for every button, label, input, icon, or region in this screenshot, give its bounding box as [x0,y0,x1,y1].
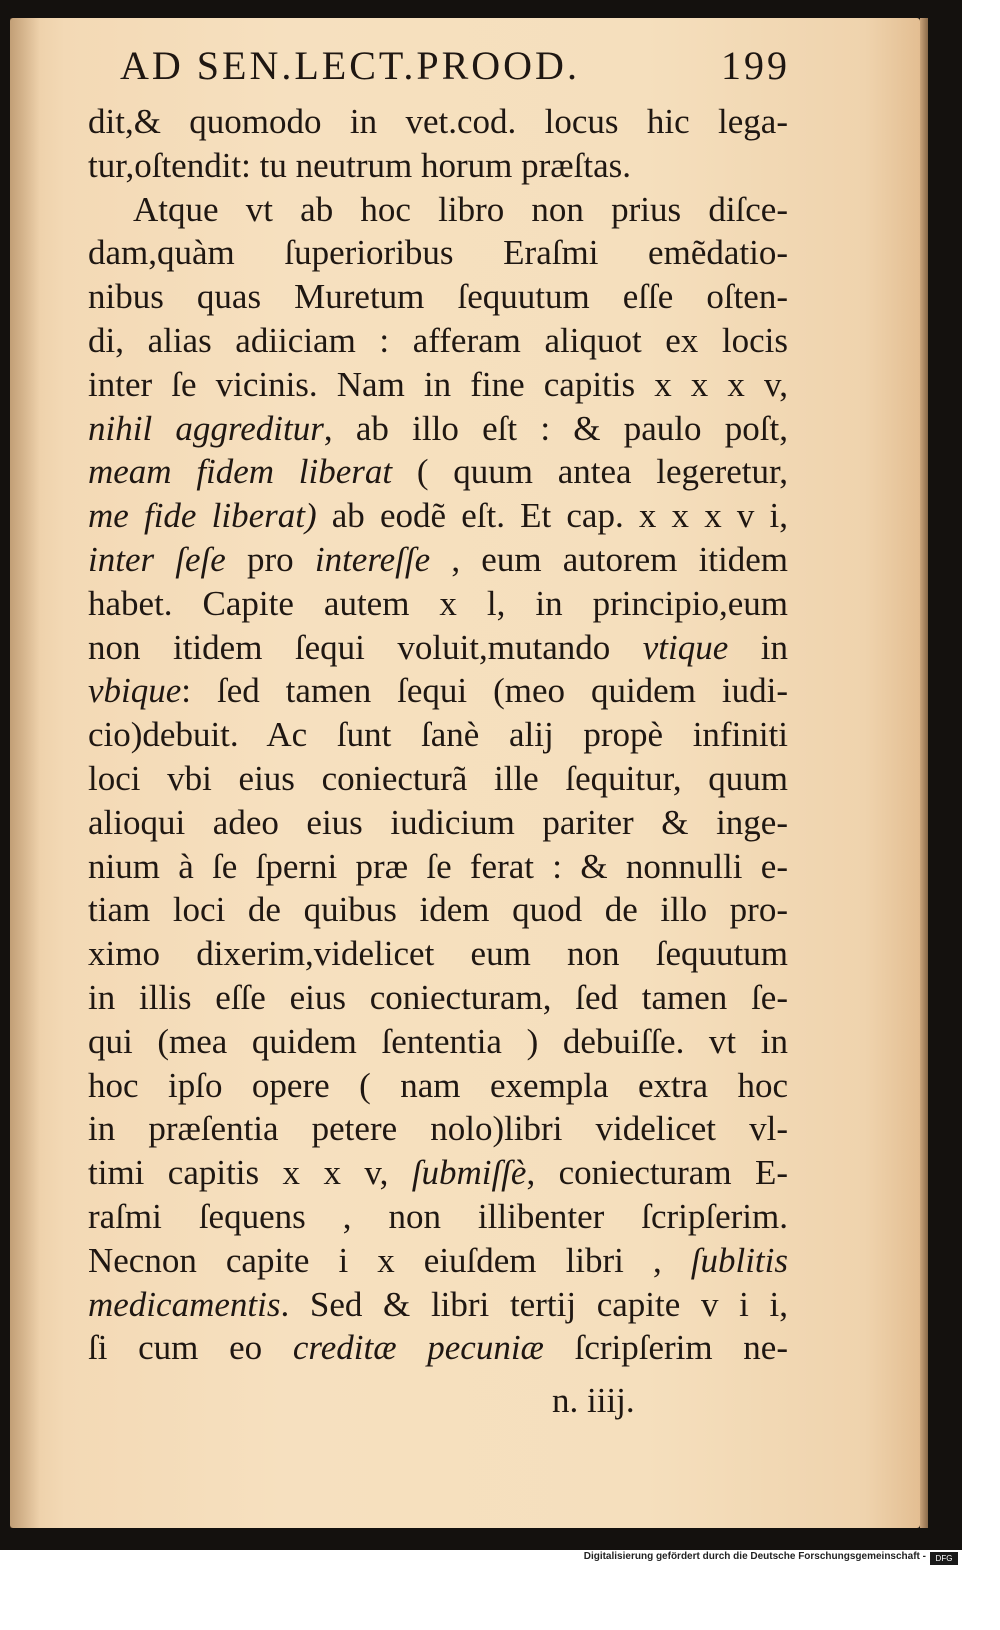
text-line [88,450,788,494]
text-line [88,1239,788,1283]
text-segment: di, alias adiiciam : afferam aliquot ex locis [88,320,788,360]
text-line [88,976,788,1020]
text-segment: tiam loci de quibus idem quod de illo pro- [88,890,788,930]
text-segment: , ab illo eſt : & paulo poſt, [323,408,788,448]
text-segment: Atque vt ab hoc libro non prius diſce- [133,189,788,229]
text-segment: nium à ſe ſperni præ ſe ferat : & nonnulli e- [88,846,788,886]
text-line [88,538,788,582]
dfg-logo: DFG [930,1552,958,1565]
text-segment: , coniecturam E- [526,1153,788,1193]
text-line [88,626,788,670]
funding-credit: Digitalisierung gefördert durch die Deutsche Forschungsgemeinschaft - [583,1551,926,1562]
italic-text-segment: inter ſeſe [88,539,226,579]
text-segment: dit,& quomodo in vet.cod. locus hic lega- [88,102,788,141]
text-segment: inter ſe vicinis. Nam in fine capitis x x x v, [88,364,788,404]
text-segment: ſcripſerim ne- [543,1328,788,1368]
text-segment: in illis eſſe eius coniecturam, ſed tamen ſe- [88,977,788,1017]
text-line [88,1326,788,1370]
signature-mark: n. iiij. [552,1381,635,1420]
text-line [88,757,788,801]
text-line [88,801,788,845]
body-text [88,100,788,1370]
italic-text-segment: vbique [88,671,182,711]
text-segment: hoc ipſo opere ( nam exempla extra hoc [88,1065,788,1105]
page-header [120,42,790,94]
text-segment: nibus quas Muretum ſequutum eſſe oſten- [88,277,788,317]
text-line [88,1283,788,1327]
text-segment: habet. Capite autem x l, in principio,eum [88,583,788,623]
italic-text-segment: ſublitis [690,1240,788,1280]
text-segment: . Sed & libri tertij capite v i i, [280,1284,788,1324]
text-line [88,888,788,932]
text-line [88,144,788,188]
text-line [88,363,788,407]
text-segment: in [728,627,788,667]
text-line [88,1020,788,1064]
text-segment: tur,oſtendit: tu neutrum horum præſtas. [88,145,631,185]
italic-text-segment: vtique [642,627,729,667]
text-segment: ximo dixerim,videlicet eum non ſequutum [88,934,788,974]
italic-text-segment: meam fidem liberat [88,452,393,492]
text-line [88,275,788,319]
text-line [88,1195,788,1239]
text-line [88,407,788,451]
text-segment: alioqui adeo eius iudicium pariter & inge- [88,802,788,842]
page-number: 199 [721,43,790,88]
text-line [88,932,788,976]
text-segment: ſi cum eo [88,1328,293,1368]
footer-bar [0,1550,962,1568]
text-line [88,231,788,275]
text-line [88,713,788,757]
text-segment: qui (mea quidem ſententia ) debuiſſe. vt in [88,1021,788,1061]
running-head: AD SEN.LECT.PROOD. [120,43,580,88]
text-line [88,188,788,232]
text-segment: in præſentia petere nolo)libri videlicet vl- [88,1109,788,1149]
italic-text-segment: creditæ pecuniæ [292,1328,544,1368]
text-line [88,319,788,363]
text-segment: dam,quàm ſuperioribus Eraſmi emẽdatio- [88,233,788,273]
text-segment: , eum autorem itidem [430,539,789,579]
text-segment: timi capitis x x v, [88,1153,412,1193]
text-segment: Necnon capite i x eiuſdem libri , [88,1240,691,1280]
text-segment: raſmi ſequens , non illibenter ſcripſerim. [88,1196,788,1236]
italic-text-segment: me fide liberat) [88,496,317,536]
text-line [88,1151,788,1195]
text-segment: cio)debuit. Ac ſunt ſanè alij propè infiniti [88,715,788,755]
text-line [88,1064,788,1108]
text-line [88,1107,788,1151]
text-segment: ( quum antea legeretur, [392,452,788,492]
text-line [88,100,788,144]
italic-text-segment: intereſſe [314,539,431,579]
page-edge [920,18,928,1528]
italic-text-segment: ſubmiſſè [411,1153,527,1193]
italic-text-segment: medicamentis [88,1284,281,1324]
text-line [88,494,788,538]
text-line [88,582,788,626]
text-line [88,669,788,713]
text-segment: loci vbi eius coniecturã ille ſequitur, quum [88,758,788,798]
text-line [88,845,788,889]
italic-text-segment: nihil aggreditur [88,408,324,448]
text-segment: : ſed tamen ſequi (meo quidem iudi- [181,671,788,711]
spine-shadow [10,18,40,1528]
text-segment: ab eodẽ eſt. Et cap. x x x v i, [316,496,788,536]
text-segment: pro [225,539,315,579]
text-segment: non itidem ſequi voluit,mutando [88,627,643,667]
